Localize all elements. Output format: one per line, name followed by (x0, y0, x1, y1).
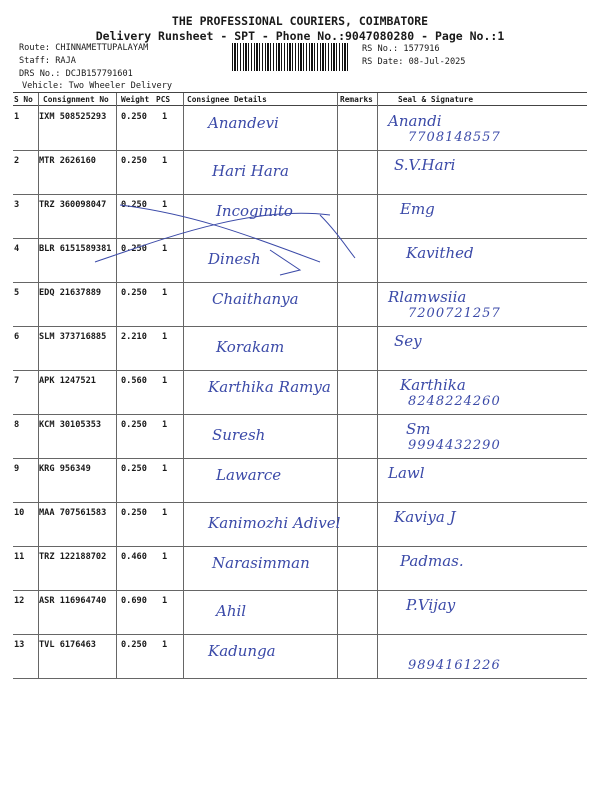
signature-handwriting: Rlamwsiia (388, 288, 467, 306)
row-consignment-no: KRG 956349 (39, 464, 91, 474)
row-consignment-no: TRZ 122188702 (39, 552, 107, 562)
route-label: Route: CHINNAMETTUPALAYAM (19, 43, 149, 53)
row-pcs: 1 (162, 156, 168, 166)
row-sno: 9 (14, 464, 20, 474)
consignee-handwriting: Suresh (212, 426, 266, 444)
row-pcs: 1 (162, 596, 168, 606)
row-weight: 0.250 (121, 244, 147, 254)
signature-handwriting: Karthika (400, 376, 466, 394)
row-pcs: 1 (162, 552, 168, 562)
consignee-handwriting: Narasimman (212, 554, 310, 572)
row-sno: 11 (14, 552, 25, 562)
row-pcs: 1 (162, 332, 168, 342)
signature-handwriting: Lawl (388, 464, 425, 482)
consignee-handwriting: Incoginito (216, 202, 293, 220)
table-row (13, 458, 587, 503)
col-remarks-header: Remarks (340, 95, 373, 104)
row-sno: 4 (14, 244, 20, 254)
row-weight: 0.250 (121, 288, 147, 298)
row-sno: 1 (14, 112, 20, 122)
row-sno: 2 (14, 156, 20, 166)
signature-handwriting: Emg (400, 200, 435, 218)
table-row (13, 106, 587, 151)
staff-label: Staff: RAJA (19, 56, 76, 66)
signature-handwriting: Kavithed (406, 244, 474, 262)
col-signature-header: Seal & Signature (398, 95, 474, 104)
drs-number: DRS No.: DCJB157791601 (19, 69, 133, 79)
header-top-rule (13, 92, 587, 93)
row-consignment-no: IXM 508525293 (39, 112, 107, 122)
col-consignment-header: Consignment No (43, 95, 109, 104)
table-row (13, 194, 587, 239)
row-consignment-no: MTR 2626160 (39, 156, 96, 166)
company-title: THE PROFESSIONAL COURIERS, COIMBATORE (171, 14, 429, 28)
row-weight: 0.250 (121, 420, 147, 430)
row-weight: 0.250 (121, 508, 147, 518)
signature-handwriting: Kaviya J (394, 508, 456, 526)
signature-handwriting: Anandi (388, 112, 442, 130)
row-pcs: 1 (162, 420, 168, 430)
row-pcs: 1 (162, 288, 168, 298)
consignee-handwriting: Karthika Ramya (208, 378, 331, 396)
row-sno: 6 (14, 332, 20, 342)
row-sno: 12 (14, 596, 25, 606)
table-row (13, 370, 587, 415)
col-sno-header: S No (14, 95, 33, 104)
consignee-handwriting: Kanimozhi Adivel (208, 514, 341, 532)
row-sno: 7 (14, 376, 20, 386)
row-pcs: 1 (162, 464, 168, 474)
table-row (13, 546, 587, 591)
row-weight: 0.460 (121, 552, 147, 562)
consignee-handwriting: Chaithanya (212, 290, 299, 308)
row-consignment-no: KCM 30105353 (39, 420, 102, 430)
row-consignment-no: ASR 116964740 (39, 596, 107, 606)
row-pcs: 1 (162, 244, 168, 254)
col-consignee-header: Consignee Details (187, 95, 267, 104)
barcode (232, 43, 350, 71)
row-consignment-no: EDQ 21637889 (39, 288, 102, 298)
consignee-handwriting: Hari Hara (212, 162, 289, 180)
row-consignment-no: TVL 6176463 (39, 640, 96, 650)
table-row (13, 634, 587, 679)
consignee-handwriting: Lawarce (216, 466, 282, 484)
row-weight: 0.250 (121, 156, 147, 166)
table-row (13, 326, 587, 371)
row-sno: 8 (14, 420, 20, 430)
row-sno: 5 (14, 288, 20, 298)
consignee-handwriting: Dinesh (208, 250, 261, 268)
row-weight: 0.250 (121, 112, 147, 122)
table-row (13, 150, 587, 195)
row-consignment-no: MAA 707561583 (39, 508, 107, 518)
consignee-handwriting: Anandevi (208, 114, 279, 132)
row-consignment-no: SLM 373716885 (39, 332, 107, 342)
table-row (13, 502, 587, 547)
row-pcs: 1 (162, 508, 168, 518)
phone-handwriting: 9894161226 (408, 658, 501, 673)
col-weight-header: Weight (121, 95, 150, 104)
row-pcs: 1 (162, 640, 168, 650)
signature-handwriting: S.V.Hari (394, 156, 456, 174)
phone-handwriting: 7708148557 (408, 130, 501, 145)
row-pcs: 1 (162, 112, 168, 122)
row-weight: 0.250 (121, 640, 147, 650)
row-pcs: 1 (162, 376, 168, 386)
vehicle-label: Vehicle: Two Wheeler Delivery (22, 81, 173, 91)
signature-handwriting: Sey (394, 332, 422, 350)
runsheet-subtitle: Delivery Runsheet - SPT - Phone No.:9047080280 - Page No.:1 (95, 29, 505, 43)
table-row (13, 414, 587, 459)
consignee-handwriting: Ahil (216, 602, 247, 620)
row-weight: 0.250 (121, 464, 147, 474)
table-row (13, 282, 587, 327)
phone-handwriting: 8248224260 (408, 394, 501, 409)
row-weight: 0.250 (121, 200, 147, 210)
signature-handwriting: Sm (406, 420, 431, 438)
row-weight: 0.560 (121, 376, 147, 386)
signature-handwriting: P.Vijay (406, 596, 456, 614)
consignee-handwriting: Kadunga (208, 642, 276, 660)
row-sno: 13 (14, 640, 25, 650)
row-sno: 10 (14, 508, 25, 518)
phone-handwriting: 9994432290 (408, 438, 501, 453)
phone-handwriting: 7200721257 (408, 306, 501, 321)
row-weight: 0.690 (121, 596, 147, 606)
row-consignment-no: TRZ 360098047 (39, 200, 107, 210)
signature-handwriting: Padmas. (400, 552, 464, 570)
row-consignment-no: BLR 6151589381 (39, 244, 112, 254)
col-pcs-header: PCS (156, 95, 171, 104)
table-row (13, 238, 587, 283)
row-sno: 3 (14, 200, 20, 210)
row-weight: 2.210 (121, 332, 147, 342)
rs-number: RS No.: 1577916 (362, 44, 440, 54)
row-consignment-no: APK 1247521 (39, 376, 96, 386)
rs-date: RS Date: 08-Jul-2025 (362, 57, 466, 67)
table-row (13, 590, 587, 635)
row-pcs: 1 (162, 200, 168, 210)
consignee-handwriting: Korakam (216, 338, 285, 356)
